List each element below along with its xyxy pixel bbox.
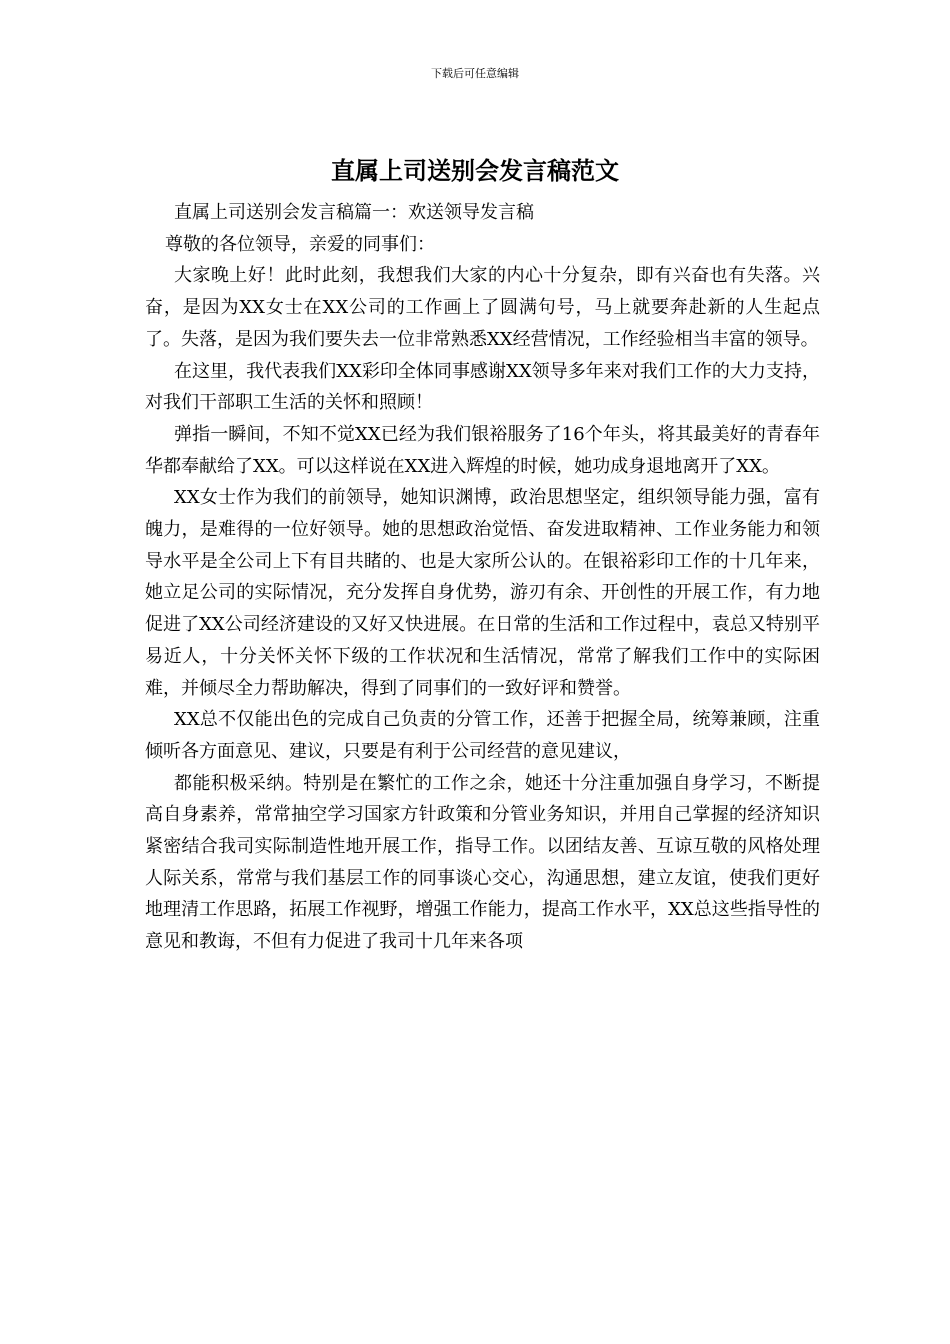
document-title: 直属上司送别会发言稿范文: [331, 156, 619, 185]
paragraph: 弹指一瞬间，不知不觉XX已经为我们银裕服务了16个年头，将其最美好的青春年华都奉献给了XX。可以这样说在XX进入辉煌的时候，她功成身退地离开了XX。: [145, 423, 820, 477]
paragraph: XX总不仅能出色的完成自己负责的分管工作，还善于把握全局，统筹兼顾，注重倾听各方面意见、建议，只要是有利于公司经营的意见建议，: [145, 709, 820, 762]
paragraph: XX女士作为我们的前领导，她知识渊博，政治思想坚定，组织领导能力强，富有魄力，是难得的一位好领导。她的思想政治觉悟、奋发进取精神、工作业务能力和领导水平是全公司上下有目共睹的、也是大家所公认的。在银裕彩印工作的十几年来，她立足公司的实际情况，充分发挥自身优势，游刃有余、开创性的开展工作，有力地促进了XX公司经济建设的又好又快进展。在日常的生活和工作过程中，袁总又特别平易近人，十分关怀关怀下级的工作状况和生活情况，常常了解我们工作中的实际困难，并倾尽全力帮助解决，得到了同事们的一致好评和赞誉。: [145, 487, 820, 699]
header-note: 下载后可任意编辑: [431, 67, 519, 80]
paragraph: 在这里，我代表我们XX彩印全体同事感谢XX领导多年来对我们工作的大力支持，对我们干部职工生活的关怀和照顾！: [145, 360, 820, 414]
paragraph-subtitle: 直属上司送别会发言稿篇一：欢送领导发言稿: [174, 202, 534, 223]
paragraph-salutation: 尊敬的各位领导，亲爱的同事们：: [165, 233, 435, 255]
paragraph: 大家晚上好！此时此刻，我想我们大家的内心十分复杂，即有兴奋也有失落。兴奋，是因为XX女士在XX公司的工作画上了圆满句号，马上就要奔赴新的人生起点了。失落，是因为我们要失去一位非常熟悉XX经营情况，工作经验相当丰富的领导。: [145, 265, 820, 350]
document-body: [145, 197, 820, 958]
paragraph: 都能积极采纳。特别是在繁忙的工作之余，她还十分注重加强自身学习，不断提高自身素养，常常抽空学习国家方针政策和分管业务知识，并用自己掌握的经济知识紧密结合我司实际制造性地开展工作，指导工作。以团结友善、互谅互敬的风格处理人际关系，常常与我们基层工作的同事谈心交心，沟通思想，建立友谊，使我们更好地理清工作思路，拓展工作视野，增强工作能力，提高工作水平，XX总这些指导性的意见和教诲，不但有力促进了我司十几年来各项: [145, 772, 820, 953]
